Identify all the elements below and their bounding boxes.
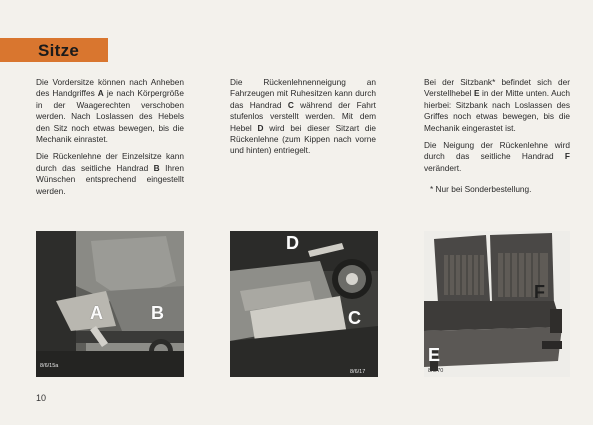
footnote: * Nur bei Sonderbestellung. [430, 184, 532, 195]
text: wird bei dieser Sitzart die Rückenlehne (zum Kippen nach vorne und hinten) entriegelt. [230, 122, 377, 156]
label-ref: E [474, 88, 480, 99]
paragraph [36, 77, 184, 145]
page-number: 10 [36, 393, 47, 403]
text: verändert. [424, 162, 462, 173]
photo-recliner-wheel [230, 231, 378, 377]
text: in der Mitte unten. Auch hierbei: Sitzbank nach Loslassen des Griffes noch etwas bewegen, bis die Mechanik eingerastet ist. [424, 88, 570, 133]
text: Die Rückenlehnenneigung an Fahrzeugen mit Ruhesitzen kann durch das Handrad [230, 77, 376, 110]
paragraph [424, 140, 570, 174]
recliner-photo-illustration [230, 231, 378, 377]
callout-label: C [348, 308, 361, 328]
text: Die Vordersitze können nach Anheben des Handgriffes [36, 77, 184, 99]
text-column-1 [36, 77, 184, 203]
photo-caption: 8/6/17 [350, 369, 366, 375]
text: Die Rückenlehne der Einzelsitze kann durch das seitliche Handrad [36, 151, 184, 173]
callout-label: E [428, 345, 441, 365]
paragraph [36, 151, 184, 197]
bench-photo-illustration [424, 231, 570, 377]
text-column-3 [424, 77, 570, 202]
page-title: Sitze [38, 41, 80, 60]
photo-caption: 8/6/70 [428, 368, 444, 374]
callout-label: D [286, 233, 299, 253]
label-ref: C [287, 99, 294, 110]
label-ref: F [564, 151, 570, 162]
photo-caption: 8/6/15a [40, 363, 59, 369]
paragraph [424, 77, 570, 134]
callout-label: A [90, 303, 103, 323]
photo-bench-seat [424, 231, 570, 377]
text: Bei der Sitzbank* befindet sich der Verstellhebel [424, 77, 570, 99]
text: Ihren Wünschen entsprechend eingestellt werden. [36, 162, 184, 196]
label-ref: B [153, 162, 160, 173]
text: während der Fahrt stufenlos verstellt werden. Mit dem Hebel [230, 99, 376, 133]
label-ref: A [97, 88, 104, 99]
photo-seat-lever [36, 231, 184, 377]
label-ref: D [257, 122, 264, 133]
text: Die Neigung der Rückenlehne wird durch das seitliche Handrad [424, 140, 570, 162]
callout-label: B [151, 303, 164, 323]
paragraph [230, 77, 376, 157]
text-column-2 [230, 77, 376, 163]
text: je nach Körpergröße in der Waagerechten verschoben werden. Nach Loslassen des Hebels den Sitz noch etwas bewegen, bis die Mechanik einrastet. [36, 88, 184, 145]
callout-label: F [534, 282, 545, 302]
